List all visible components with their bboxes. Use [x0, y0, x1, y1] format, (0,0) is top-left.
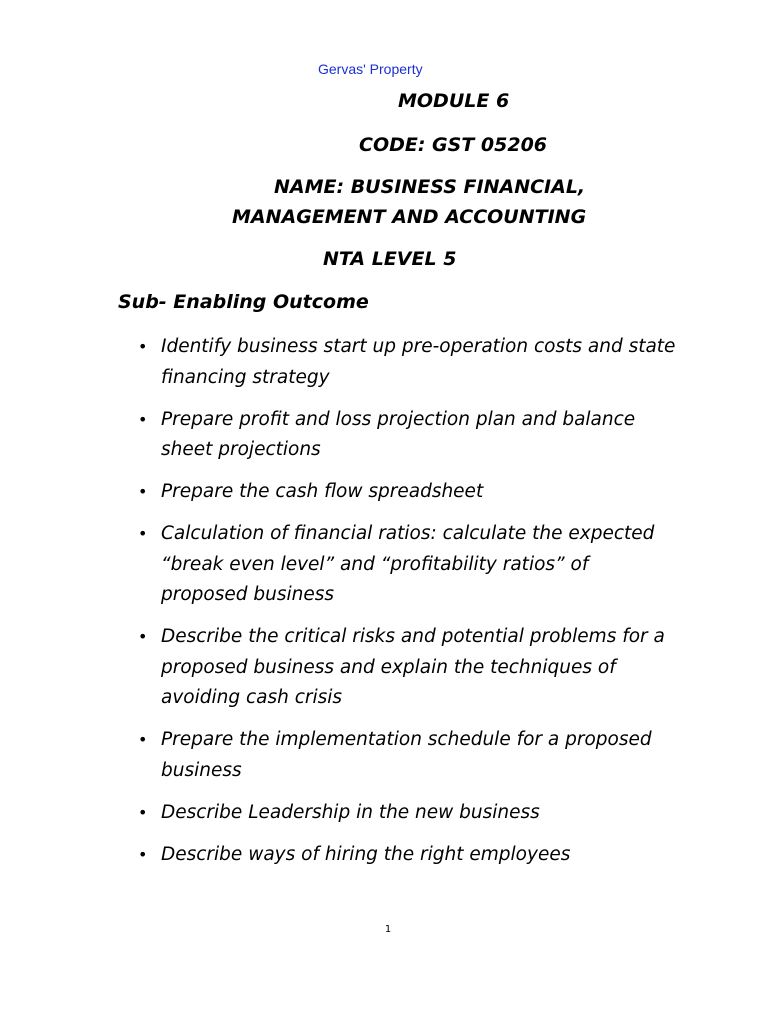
course-name-line-1: NAME: BUSINESS FINANCIAL,: [274, 176, 586, 198]
outcome-text: Identify business start up pre-operation costs and state financing strategy: [161, 336, 676, 388]
list-item: [136, 332, 676, 393]
module-title: MODULE 6: [398, 90, 510, 112]
course-name-line-2: MANAGEMENT AND ACCOUNTING: [232, 206, 587, 228]
list-item: [136, 477, 676, 508]
bullet-icon: •: [138, 409, 148, 429]
outcome-text: Describe Leadership in the new business: [161, 801, 540, 823]
outcome-text: Prepare profit and loss projection plan and balance sheet projections: [161, 408, 636, 460]
bullet-icon: •: [138, 524, 148, 543]
bullet-icon: •: [138, 844, 148, 864]
course-code: CODE: GST 05206: [359, 134, 548, 156]
outcome-text: Describe the critical risks and potential problems for a proposed business and explain the techniques of avoiding cash crisis: [161, 626, 665, 708]
outcome-text: Describe ways of hiring the right employees: [161, 843, 571, 865]
bullet-icon: •: [138, 337, 148, 356]
bullet-icon: •: [138, 627, 148, 646]
list-item: [136, 405, 676, 466]
outcome-text: Prepare the implementation schedule for a proposed business: [161, 729, 652, 781]
outcome-text: Prepare the cash flow spreadsheet: [161, 481, 484, 502]
watermark-text: Gervas' Property: [318, 61, 423, 77]
outcome-text: Calculation of financial ratios: calculate the expected “break even level” and “profitability ratios” of proposed business: [161, 523, 655, 605]
list-item: [136, 725, 676, 786]
list-item: [136, 622, 676, 714]
list-item: [136, 519, 676, 611]
nta-level: NTA LEVEL 5: [323, 248, 457, 270]
bullet-icon: •: [138, 802, 148, 822]
page-number: 1: [384, 924, 392, 935]
section-heading: Sub- Enabling Outcome: [118, 291, 369, 313]
bullet-icon: •: [138, 482, 148, 501]
list-item: [136, 840, 676, 871]
bullet-icon: •: [138, 730, 148, 749]
list-item: [136, 798, 676, 829]
outcomes-list: [136, 332, 676, 882]
